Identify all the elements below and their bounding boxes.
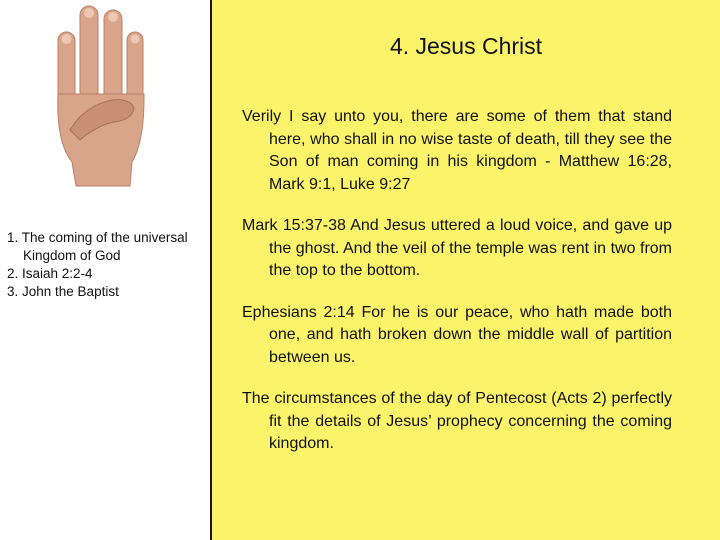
side-list-item: 1. The coming of the universal Kingdom of God: [7, 230, 188, 263]
slide-body: [242, 106, 672, 475]
body-paragraph: Ephesians 2:14 For he is our peace, who hath made both one, and hath broken down the middle wall of partition between us.: [242, 303, 672, 366]
body-paragraph: Verily I say unto you, there are some of them that stand here, who shall in no wise taste of death, till they see the Son of man coming in his kingdom - Matthew 16:28, Mark 9:1, Luke 9:27: [242, 108, 672, 193]
side-list-item: 3. John the Baptist: [7, 284, 119, 299]
side-topic-list: [7, 229, 203, 301]
body-paragraph: The circumstances of the day of Pentecost (Acts 2) perfectly fit the details of Jesus’ prophecy concerning the coming kingdom.: [242, 390, 672, 452]
hand-four-fingers-image: [50, 2, 154, 188]
side-list-item: 2. Isaiah 2:2-4: [7, 266, 93, 281]
body-paragraph: Mark 15:37-38 And Jesus uttered a loud voice, and gave up the ghost. And the veil of the temple was rent in two from the top to the bottom.: [242, 217, 672, 279]
slide-title: 4. Jesus Christ: [389, 33, 543, 59]
